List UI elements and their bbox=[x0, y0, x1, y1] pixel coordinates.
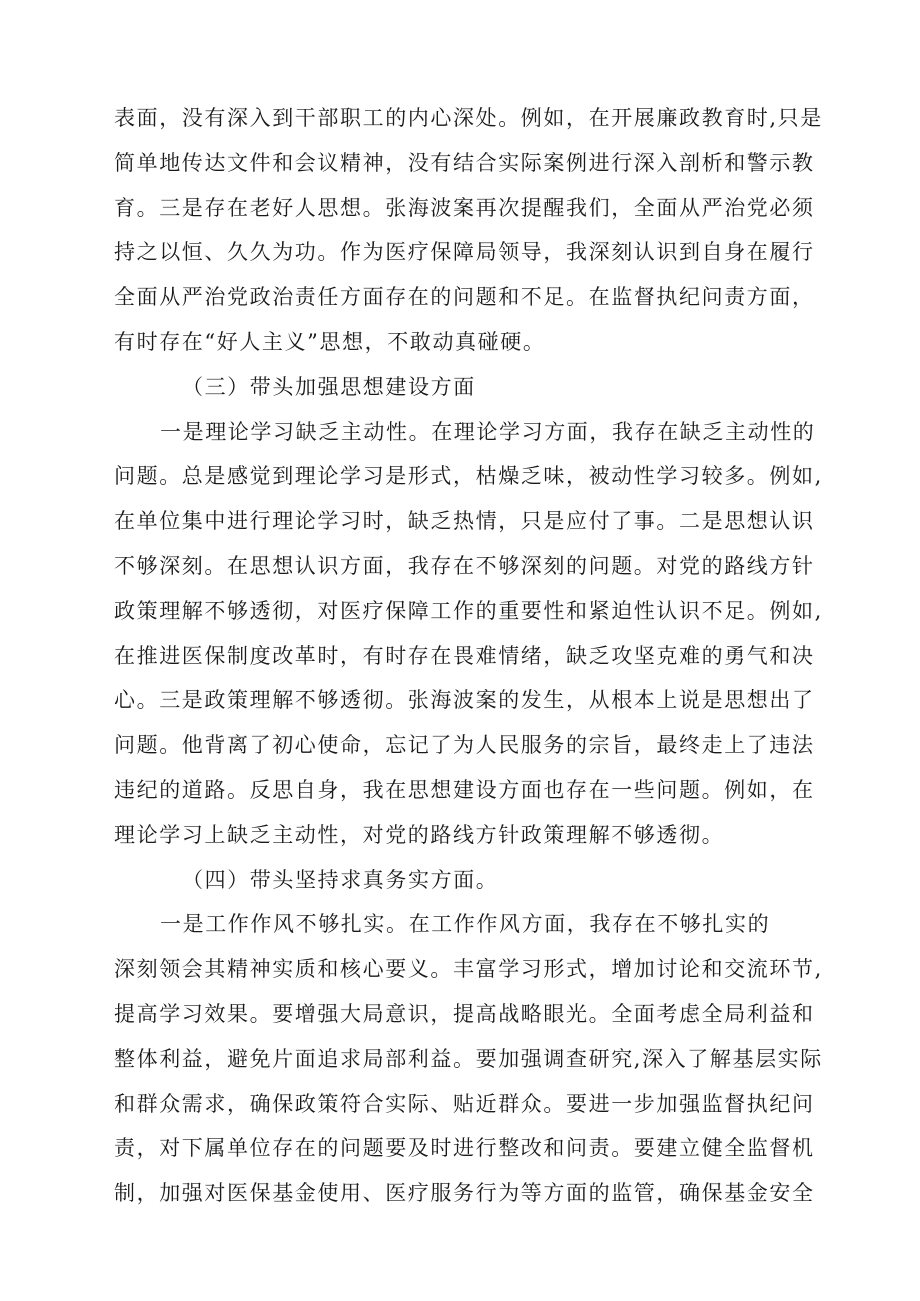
text-line: 理论学习上缺乏主动性，对党的路线方针政策理解不够透彻。 bbox=[114, 822, 725, 847]
text-line: 制，加强对医保基金使用、医疗服务行为等方面的监管，确保基金安全 bbox=[114, 1181, 815, 1206]
paragraph-first-line: 一是理论学习缺乏主动性。在理论学习方面，我存在缺乏主动性的 bbox=[160, 419, 816, 444]
text-line: 政策理解不够透彻，对医疗保障工作的重要性和紧迫性认识不足。例如, bbox=[114, 598, 823, 623]
text-line: 表面，没有深入到干部职工的内心深处。例如，在开展廉政教育时,只是 bbox=[114, 106, 823, 130]
text-line: 心。三是政策理解不够透彻。张海波案的发生，从根本上说是思想出了 bbox=[114, 688, 815, 713]
text-line: 在推进医保制度改革时，有时存在畏难情绪，缺乏攻坚克难的勇气和决 bbox=[114, 643, 815, 668]
text-line: 问题。他背离了初心使命，忘记了为人民服务的宗旨，最终走上了违法 bbox=[114, 733, 815, 758]
text-line: 整体利益，避免片面追求局部利益。要加强调查研究,深入了解基层实际 bbox=[114, 1046, 823, 1071]
text-line: 持之以恒、久久为功。作为医疗保障局领导，我深刻认识到自身在履行 bbox=[114, 240, 815, 265]
document-body bbox=[114, 96, 834, 1216]
text-line: 责，对下属单位存在的问题要及时进行整改和问责。要建立健全监督机 bbox=[114, 1136, 815, 1161]
text-line: 提高学习效果。要增强大局意识，提高战略眼光。全面考虑全局利益和 bbox=[114, 1001, 815, 1026]
text-line: 和群众需求，确保政策符合实际、贴近群众。要进一步加强监督执纪问 bbox=[114, 1091, 815, 1116]
text-line: 问题。总是感觉到理论学习是形式，枯燥乏味，被动性学习较多。例如, bbox=[114, 464, 823, 489]
text-line: 违纪的道路。反思自身，我在思想建设方面也存在一些问题。例如，在 bbox=[114, 777, 815, 802]
paragraph-first-line: 一是工作作风不够扎实。在工作作风方面，我存在不够扎实的 bbox=[160, 912, 771, 937]
text-line: 深刻领会其精神实质和核心要义。丰富学习形式，增加讨论和交流环节, bbox=[114, 957, 823, 982]
section-heading-3: （三）带头加强思想建设方面 bbox=[182, 374, 476, 399]
section-heading-4: （四）带头坚持求真务实方面。 bbox=[182, 867, 499, 892]
text-line: 全面从严治党政治责任方面存在的问题和不足。在监督执纪问责方面， bbox=[114, 285, 815, 310]
text-line: 不够深刻。在思想认识方面，我存在不够深刻的问题。对党的路线方针 bbox=[114, 553, 815, 578]
text-line: 有时存在“好人主义”思想，不敢动真碰硬。 bbox=[114, 329, 546, 354]
text-line: 在单位集中进行理论学习时，缺乏热情，只是应付了事。二是思想认识 bbox=[114, 509, 815, 534]
text-line: 简单地传达文件和会议精神，没有结合实际案例进行深入剖析和警示教 bbox=[114, 150, 815, 175]
text-line: 育。三是存在老好人思想。张海波案再次提醒我们，全面从严治党必须 bbox=[114, 195, 815, 220]
